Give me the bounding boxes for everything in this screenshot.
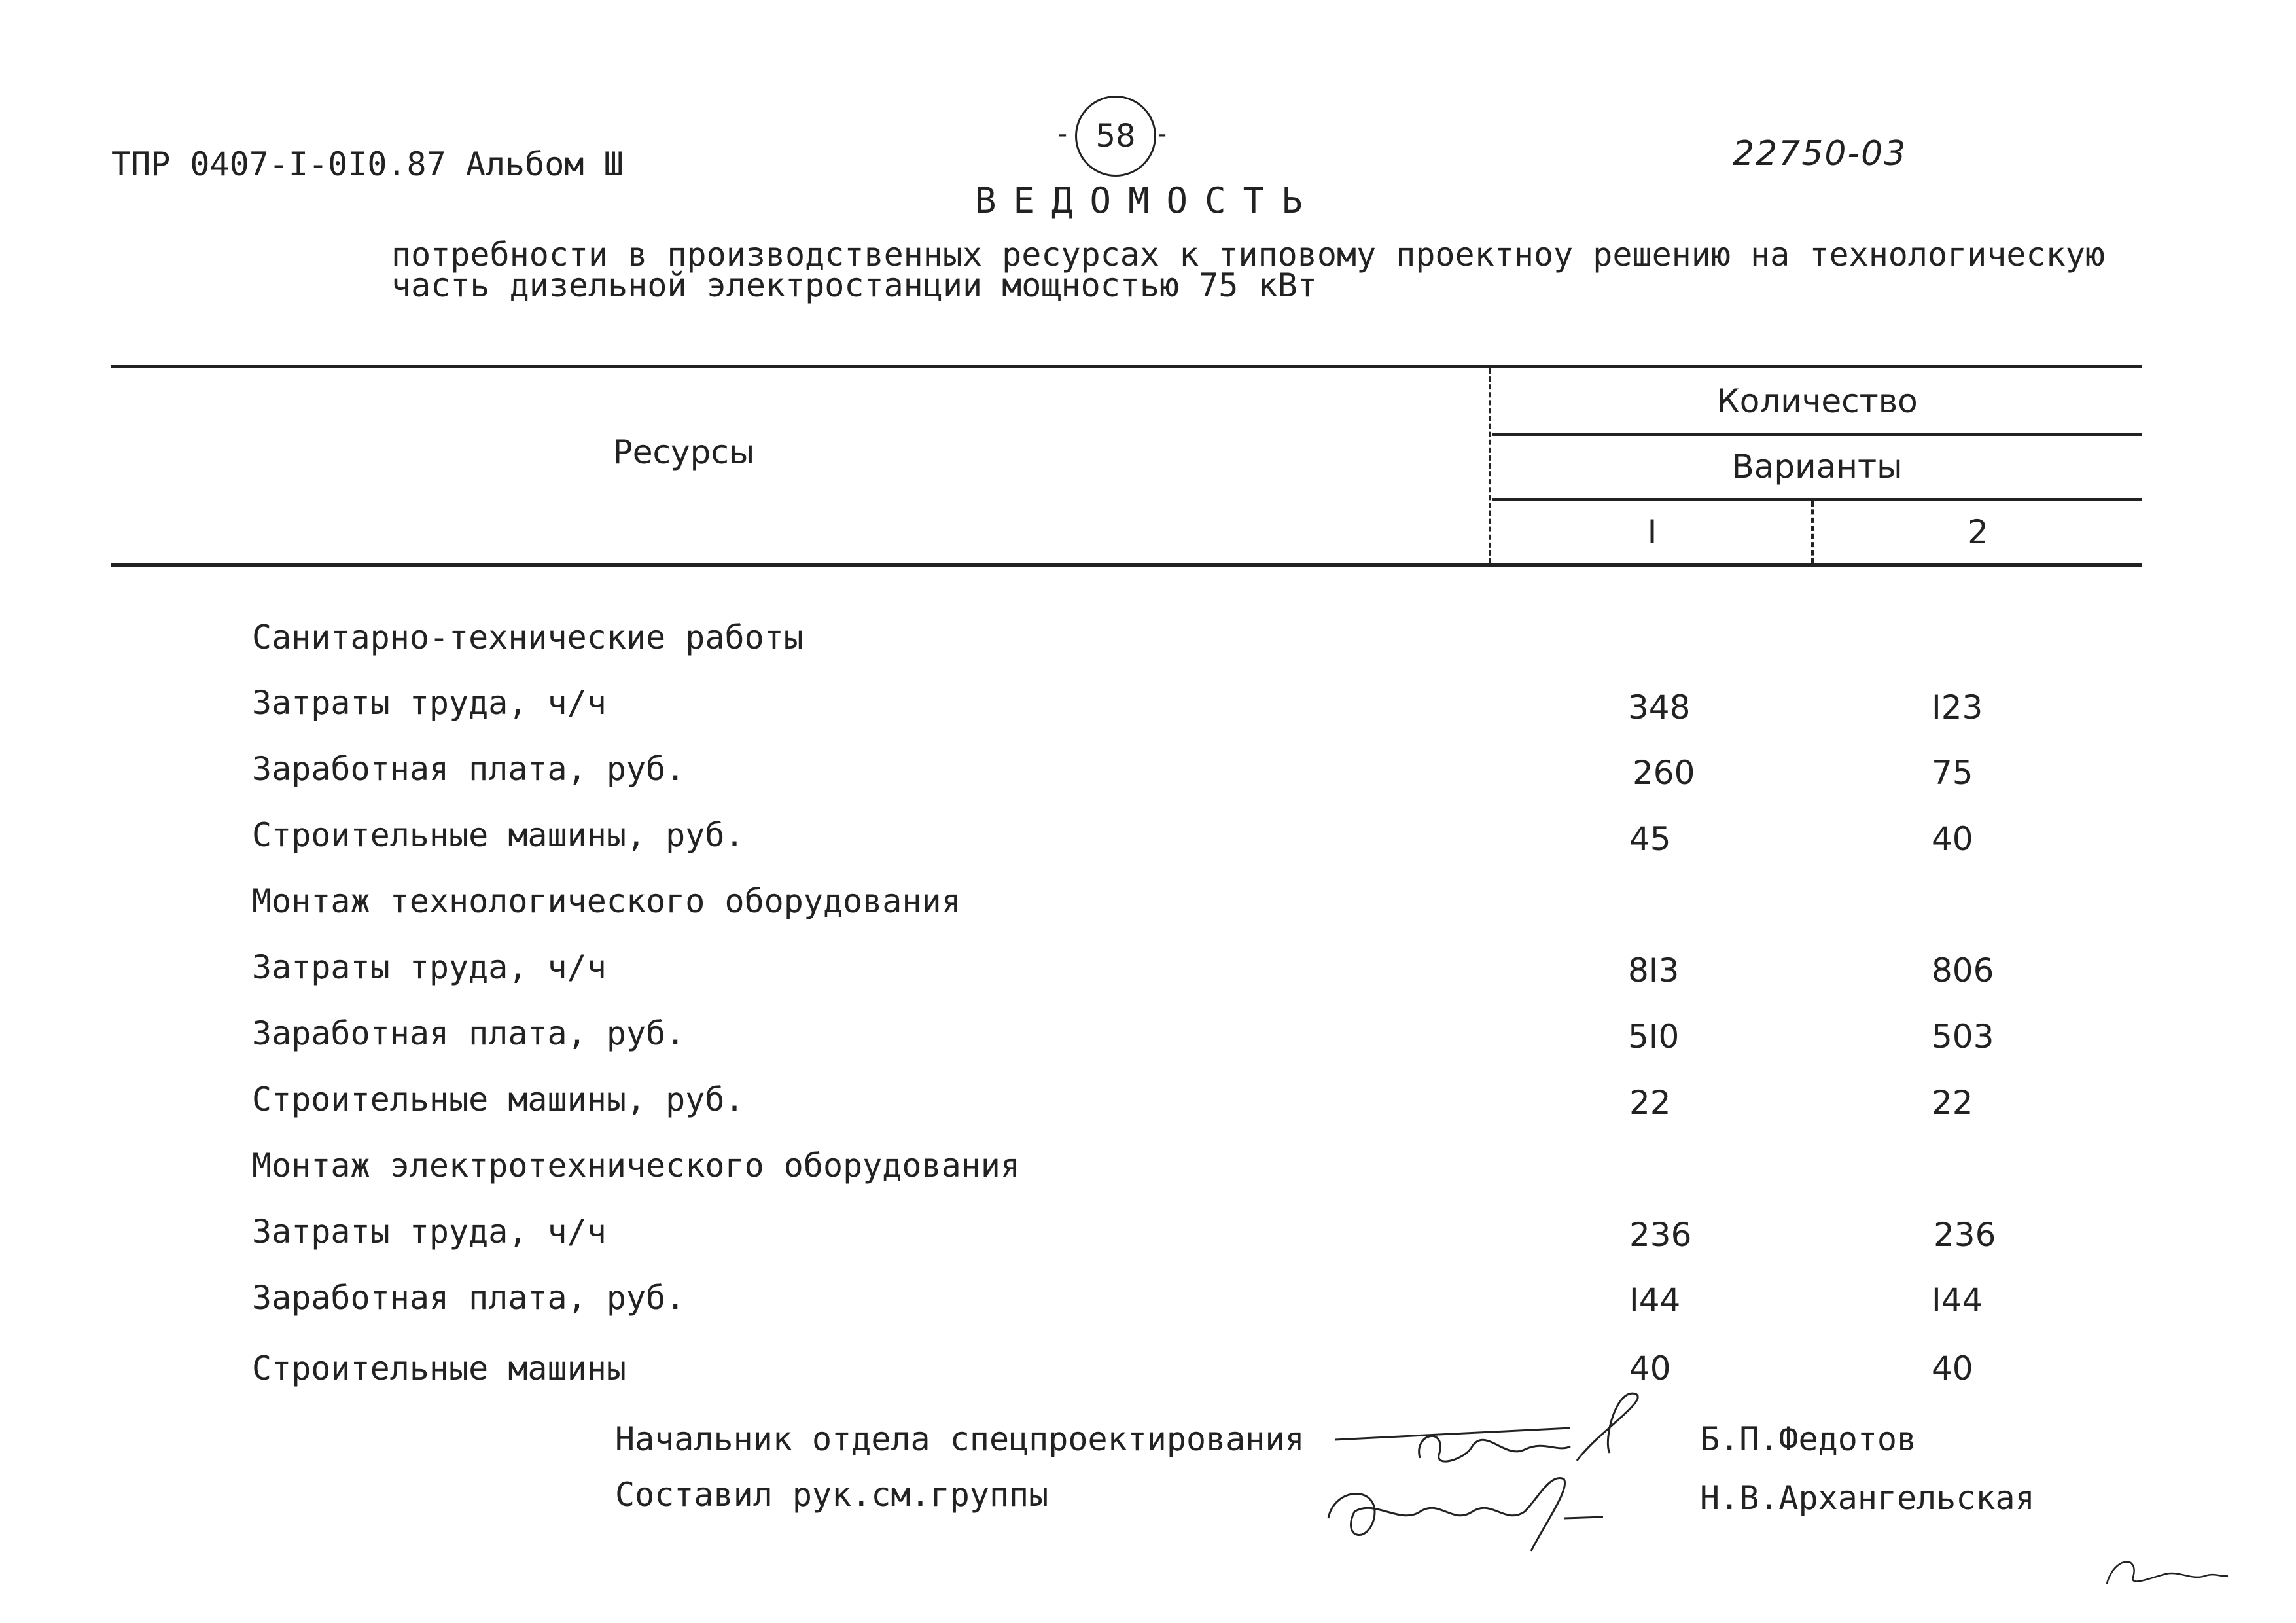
section-heading: Монтаж электротехнического оборудования bbox=[252, 1147, 1020, 1185]
table-header-bottom-rule bbox=[111, 563, 2142, 567]
table-row-label: Заработная плата, руб. bbox=[252, 1014, 686, 1052]
table-cell-variant-2: 236 bbox=[1934, 1216, 1996, 1254]
table-cell-variant-1: 8I3 bbox=[1628, 952, 1680, 990]
table-row-label: Строительные машины bbox=[252, 1349, 626, 1387]
table-row-label: Заработная плата, руб. bbox=[252, 1279, 686, 1317]
column-divider-resources bbox=[1489, 368, 1491, 563]
handwritten-signature-compiler bbox=[1315, 1459, 1616, 1558]
column-header-quantity: Количество bbox=[1716, 382, 1918, 420]
quantity-rule bbox=[1492, 433, 2142, 436]
table-row-label: Заработная плата, руб. bbox=[252, 750, 686, 788]
table-top-rule bbox=[111, 365, 2142, 368]
table-cell-variant-1: 348 bbox=[1628, 688, 1691, 726]
column-header-variant-1: I bbox=[1647, 513, 1657, 551]
page-number-dash-right: - bbox=[1154, 119, 1171, 149]
table-cell-variant-1: 5I0 bbox=[1628, 1018, 1680, 1056]
table-cell-variant-2: 75 bbox=[1932, 754, 1973, 792]
table-cell-variant-2: 40 bbox=[1932, 820, 1973, 858]
page-number-text: 58 bbox=[1095, 118, 1136, 154]
document-reference: ТПР 0407-I-0I0.87 Альбом Ш bbox=[111, 145, 624, 183]
column-header-variant-2: 2 bbox=[1968, 513, 1988, 551]
signature-role-compiler: Составил рук.см.группы bbox=[615, 1476, 1049, 1514]
variants-rule bbox=[1492, 498, 2142, 501]
table-row-label: Строительные машины, руб. bbox=[252, 1080, 745, 1118]
column-header-variants: Варианты bbox=[1731, 448, 1903, 486]
signature-name-compiler: Н.В.Архангельская bbox=[1700, 1479, 2035, 1517]
table-cell-variant-1: 40 bbox=[1629, 1349, 1671, 1387]
table-cell-variant-2: 503 bbox=[1932, 1018, 1994, 1056]
table-row-label: Строительные машины, руб. bbox=[252, 816, 745, 854]
signature-name-head: Б.П.Федотов bbox=[1700, 1420, 1917, 1458]
subtitle-line-1: потребности в производственных ресурсах к типовому проектноу решению на технологическую bbox=[391, 236, 2105, 274]
section-heading: Санитарно-технические работы bbox=[252, 618, 804, 656]
table-cell-variant-1: 45 bbox=[1629, 820, 1671, 858]
section-heading: Монтаж технологического оборудования bbox=[252, 882, 961, 920]
handwritten-mark-corner bbox=[2100, 1551, 2231, 1590]
subtitle-line-2: часть дизельной электростанции мощностью 75 кВт bbox=[391, 266, 1317, 304]
page-title: ВЕДОМОСТЬ bbox=[975, 180, 1320, 221]
table-row-label: Затраты труда, ч/ч bbox=[252, 1213, 607, 1251]
document-code: 22750-03 bbox=[1733, 134, 1907, 173]
table-cell-variant-1: 236 bbox=[1629, 1216, 1692, 1254]
table-cell-variant-2: 806 bbox=[1932, 952, 1994, 990]
column-header-resources: Ресурсы bbox=[612, 433, 755, 471]
table-cell-variant-1: I44 bbox=[1629, 1281, 1681, 1319]
table-row-label: Затраты труда, ч/ч bbox=[252, 684, 607, 722]
table-cell-variant-1: 260 bbox=[1633, 754, 1695, 792]
signature-role-head: Начальник отдела спецпроектирования bbox=[615, 1420, 1305, 1458]
table-row-label: Затраты труда, ч/ч bbox=[252, 948, 607, 986]
table-cell-variant-1: 22 bbox=[1629, 1084, 1671, 1122]
table-cell-variant-2: I44 bbox=[1932, 1281, 1983, 1319]
page-number bbox=[1075, 96, 1156, 177]
page-number-dash-left: - bbox=[1055, 119, 1071, 149]
table-cell-variant-2: I23 bbox=[1932, 688, 1983, 726]
table-cell-variant-2: 22 bbox=[1932, 1084, 1973, 1122]
table-cell-variant-2: 40 bbox=[1932, 1349, 1973, 1387]
